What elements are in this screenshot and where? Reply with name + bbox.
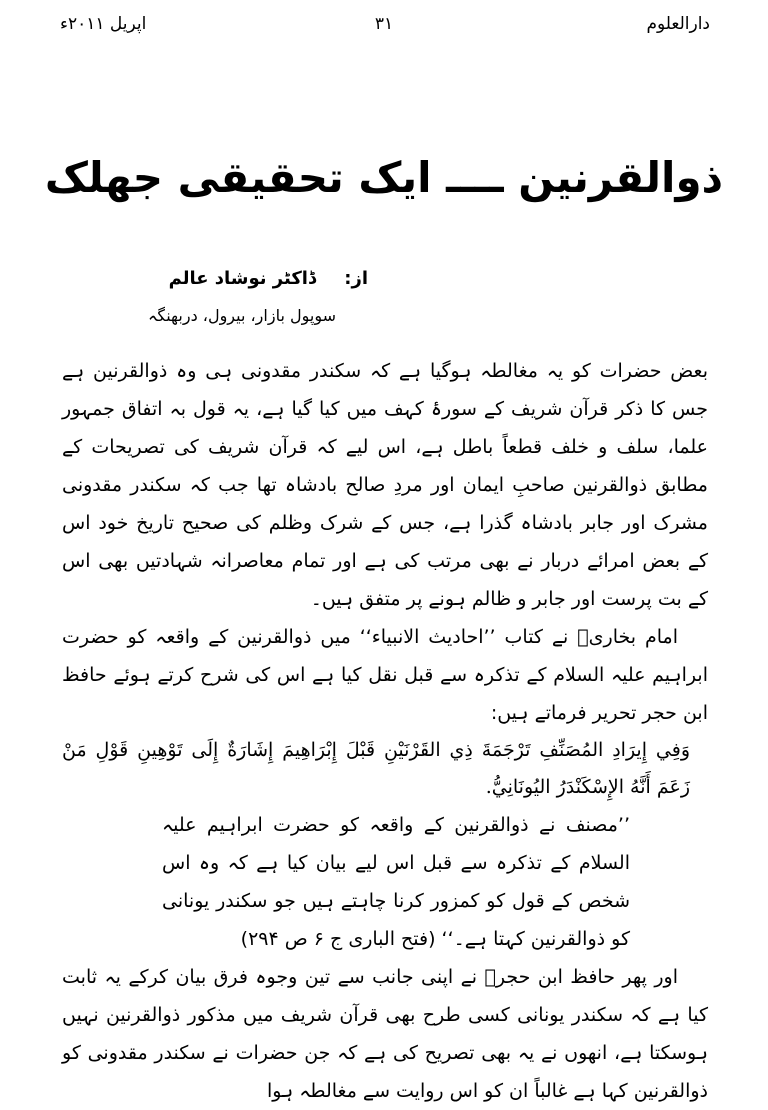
author-byline — [169, 268, 368, 289]
paragraph-3: اور پھر حافظ ابن حجرؒ نے اپنی جانب سے تین وجوہ فرق بیان کرکے یہ ثابت کیا ہے کہ سکندر یونانی کسی طرح بھی قرآن شریف میں مذکور ذوالقرنین نہیں ہوسکتا ہے، انھوں نے یہ بھی تصریح کی ہے کہ جن حضرات نے سکندر مقدونی کو ذوالقرنین کہا ہے غالباً ان کو اس روایت سے مغالطہ ہوا — [62, 966, 708, 1102]
page-number: ۳۱ — [374, 14, 394, 34]
journal-name: دارالعلوم — [646, 14, 710, 34]
article-body — [62, 352, 708, 1110]
by-label: از: — [344, 268, 368, 289]
author-name: ڈاکٹر نوشاد عالم — [168, 268, 316, 289]
translation-quote: ’’مصنف نے ذوالقرنین کے واقعہ کو حضرت ابراہیم علیہ السلام کے تذکرہ سے قبل اس لیے بیان کیا ہے کہ وہ اس شخص کے قول کو کمزور کرنا چاہتے ہیں جو سکندر یونانی کو ذوالقرنین کہتا ہے۔‘‘ (فتح الباری ج ۶ ص ۲۹۴) — [162, 814, 630, 950]
arabic-citation: وَفِي إِيرَادِ المُصَنِّفِ تَرْجَمَةَ ذِي القَرْنَيْنِ قَبْلَ إِبْرَاهِيمَ إِشَارَةٌ إِلَى تَوْهِينِ قَوْلِ مَنْ زَعَمَ أَنَّهُ الإِسْكَنْدَرُ اليُونَانِيُّ. — [62, 739, 690, 798]
author-address: سوپول بازار، بیرول، دربھنگہ — [147, 306, 336, 325]
paragraph-1: بعض حضرات کو یہ مغالطہ ہوگیا ہے کہ سکندر مقدونی ہی وہ ذوالقرنین ہے جس کا ذکر قرآن شریف کے سورۂ کہف میں کیا گیا ہے، یہ قول بہ اتفاق جمہور علما، سلف و خلف قطعاً باطل ہے، اس لیے کہ قرآن شریف کی تصریحات کے مطابق ذوالقرنین صاحبِ ایمان اور مردِ صالح بادشاہ تھا جب کہ سکندر مقدونی مشرک اور جابر بادشاہ گذرا ہے، جس کے شرک وظلم کی صحیح تاریخ خود اس کے بعض امرائے دربار نے بھی مرتب کی ہے اور تمام معاصرانہ شہادتیں بھی اس کے بت پرست اور جابر و ظالم ہونے پر متفق ہیں۔ — [62, 360, 708, 610]
issue-date: اپریل ۲۰۱۱ء — [60, 14, 147, 34]
paragraph-2: امام بخاریؒ نے کتاب ’’احادیث الانبیاء‘‘ میں ذوالقرنین کے واقعہ کو حضرت ابراہیم علیہ السلام کے تذکرہ سے قبل نقل کیا ہے اس کی شرح کرتے ہوئے حافظ ابن حجر تحریر فرماتے ہیں: — [62, 626, 708, 724]
article-title: ذوالقرنین ــــ ایک تحقیقی جھلک — [44, 153, 724, 202]
